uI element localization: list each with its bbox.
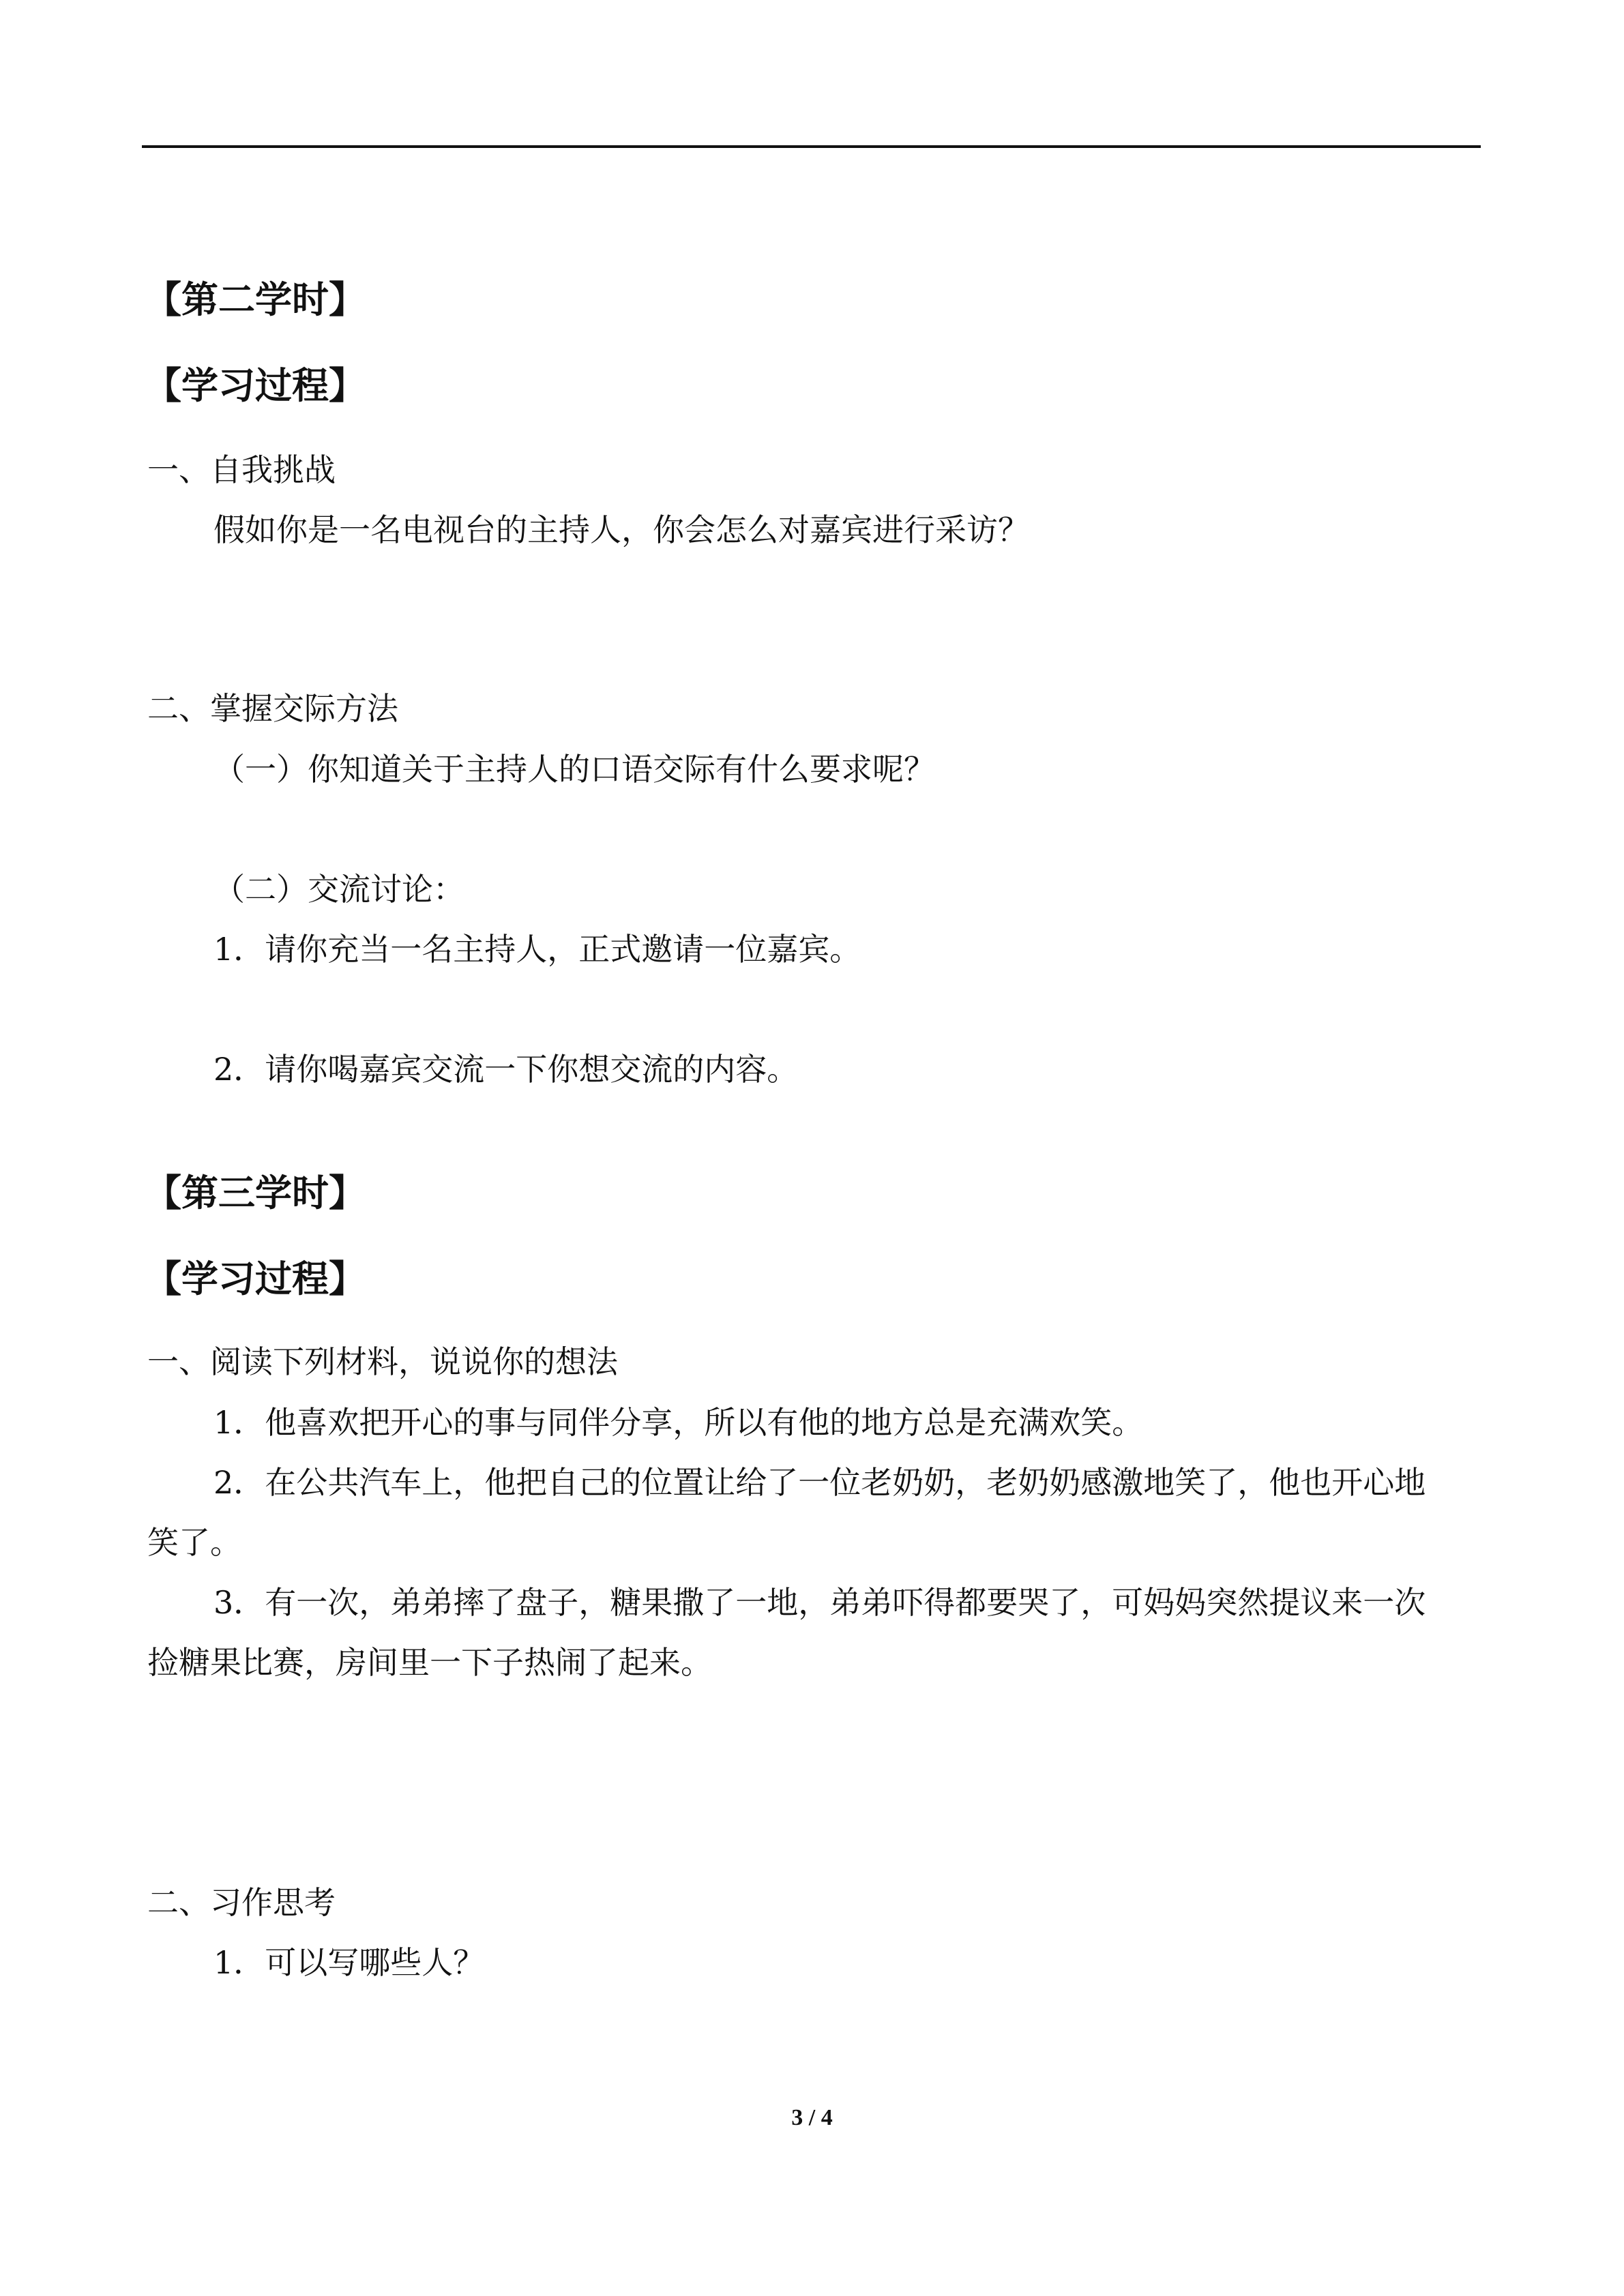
- header-rule: [142, 145, 1481, 148]
- lesson3-section1-item2-line1: 2．在公共汽车上，他把自己的位置让给了一位老奶奶，老奶奶感激地笑了，他也开心地: [213, 1464, 1426, 1501]
- lesson2-section2-sub1: （一）你知道关于主持人的口语交际有什么要求呢？: [213, 751, 935, 788]
- lesson2-section2-item1: 1．请你充当一名主持人，正式邀请一位嘉宾。: [213, 931, 861, 968]
- lesson3-process-heading: 【学习过程】: [145, 1257, 366, 1300]
- lesson2-section1-heading: 一、自我挑战: [147, 451, 336, 488]
- lesson3-section1-item3-line2: 捡糖果比赛，房间里一下子热闹了起来。: [147, 1644, 712, 1681]
- lesson2-title: 【第二学时】: [145, 278, 366, 321]
- lesson3-title: 【第三学时】: [145, 1172, 366, 1214]
- lesson3-section2-item1: 1．可以写哪些人？: [213, 1944, 485, 1981]
- lesson2-process-heading: 【学习过程】: [145, 364, 366, 407]
- page-number: 3 / 4: [791, 2105, 833, 2130]
- lesson3-section1-item2-line2: 笑了。: [147, 1524, 241, 1561]
- lesson2-section2-item2: 2．请你喝嘉宾交流一下你想交流的内容。: [213, 1051, 799, 1088]
- lesson2-section2-heading: 二、掌握交际方法: [147, 690, 398, 727]
- lesson2-section2-sub2: （二）交流讨论：: [213, 871, 464, 908]
- lesson3-section1-item3-line1: 3．有一次，弟弟摔了盘子，糖果撒了一地，弟弟吓得都要哭了，可妈妈突然提议来一次: [213, 1584, 1426, 1621]
- lesson3-section1-item1: 1．他喜欢把开心的事与同伴分享，所以有他的地方总是充满欢笑。: [213, 1404, 1144, 1441]
- lesson2-section1-text: 假如你是一名电视台的主持人，你会怎么对嘉宾进行采访？: [213, 511, 1029, 548]
- lesson3-section1-heading: 一、阅读下列材料，说说你的想法: [147, 1343, 618, 1380]
- lesson3-section2-heading: 二、习作思考: [147, 1884, 336, 1921]
